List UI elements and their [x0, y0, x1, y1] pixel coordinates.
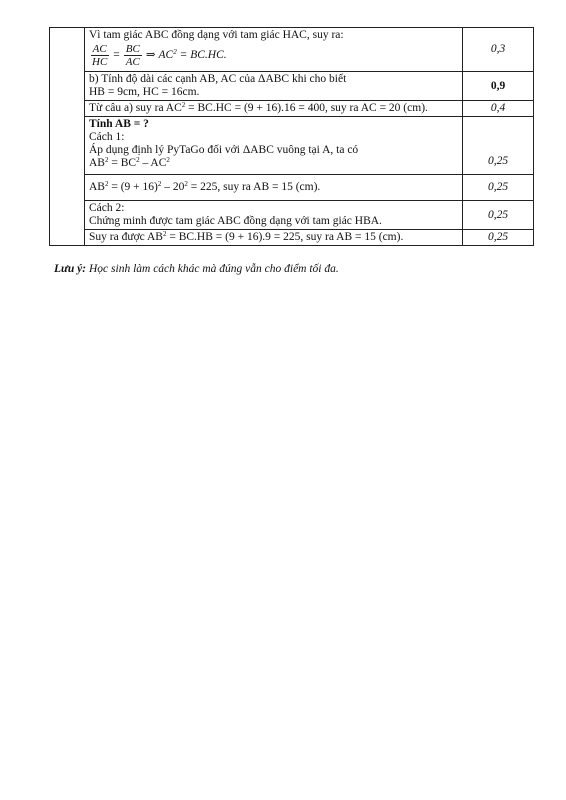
- fraction-ac-hc: [90, 43, 109, 68]
- note-label: Lưu ý:: [54, 263, 87, 275]
- score-cell: 0,9: [463, 72, 534, 101]
- solution-cell: [85, 72, 463, 101]
- text-part: = (9 + 16): [108, 181, 158, 193]
- text-part: = 225, suy ra AB = 15 (cm).: [187, 181, 321, 193]
- solution-cell: [85, 28, 463, 72]
- solution-text: Vì tam giác ABC đồng dạng với tam giác HAC, suy ra:: [89, 29, 344, 41]
- text-part: Từ câu a) suy ra AC: [89, 102, 182, 114]
- fraction-denominator: HC: [92, 56, 108, 68]
- implies-arrow: ⇒: [145, 49, 156, 61]
- superscript: 2: [104, 156, 109, 164]
- fraction-numerator: BC: [125, 43, 140, 55]
- table-row: [50, 72, 534, 101]
- question-b-text: b) Tính độ dài các cạnh AB, AC của ΔABC khi cho biết: [89, 73, 347, 85]
- score-cell: 0,25: [463, 175, 534, 201]
- text-part: = BC.HB = (9 + 16).9 = 225, suy ra AB = 15 (cm).: [166, 231, 404, 243]
- calculation-line: [89, 181, 458, 194]
- text-part: – AC: [139, 157, 167, 169]
- result-base: AC: [158, 49, 174, 61]
- table-row: [50, 230, 534, 246]
- superscript: 2: [136, 156, 140, 164]
- score-cell: 0,25: [463, 117, 534, 175]
- table-row: [50, 175, 534, 201]
- solution-cell: [85, 117, 463, 175]
- superscript: 2: [173, 48, 177, 56]
- score-cell: 0,25: [463, 201, 534, 230]
- superscript: 2: [166, 156, 170, 164]
- text-part: Suy ra được AB: [89, 231, 163, 243]
- note-text: Học sinh làm cách khác mà đúng vẫn cho điểm tối đa.: [86, 263, 339, 275]
- solution-cell: [85, 230, 463, 246]
- text-part: = BC: [108, 157, 137, 169]
- score-cell: 0,3: [463, 28, 534, 72]
- solution-text: Áp dụng định lý PyTaGo đối với ΔABC vuông tại A, ta có: [89, 144, 359, 156]
- table-row: [50, 28, 534, 72]
- solution-text: [89, 102, 458, 115]
- pythagoras-equation: [89, 157, 458, 170]
- subquestion-heading: Tính AB = ?: [89, 118, 149, 130]
- given-values: HB = 9cm, HC = 16cm.: [89, 86, 200, 98]
- text-part: AB: [89, 157, 105, 169]
- method-label: Cách 2:: [89, 202, 125, 214]
- solution-cell: [85, 101, 463, 117]
- superscript: 2: [184, 180, 188, 188]
- method-label: Cách 1:: [89, 131, 125, 143]
- fraction-numerator: AC: [92, 43, 107, 55]
- fraction-denominator: AC: [125, 56, 140, 68]
- solution-cell: [85, 175, 463, 201]
- fraction-bc-ac: [124, 43, 142, 68]
- text-part: = BC.HC = (9 + 16).16 = 400, suy ra AC = 20 (cm).: [185, 102, 428, 114]
- superscript: 2: [104, 180, 109, 188]
- solution-text: Chứng minh được tam giác ABC đồng dạng với tam giác HBA.: [89, 215, 382, 227]
- table-row: [50, 117, 534, 175]
- result-rest: = BC.HC.: [179, 49, 227, 61]
- text-part: – 20: [161, 181, 185, 193]
- text-part: AB: [89, 181, 105, 193]
- grading-sheet: [49, 27, 534, 246]
- solution-cell: [85, 201, 463, 230]
- equals-sign: =: [113, 49, 120, 61]
- superscript: 2: [157, 180, 162, 188]
- proportion-equation: [89, 42, 458, 70]
- score-cell: 0,4: [463, 101, 534, 117]
- table-row: [50, 101, 534, 117]
- grading-table: [49, 27, 534, 246]
- score-cell: 0,25: [463, 230, 534, 246]
- superscript: 2: [162, 230, 167, 238]
- result-equation: [158, 49, 226, 62]
- table-row: [50, 201, 534, 230]
- superscript: 2: [181, 101, 186, 109]
- question-column: [50, 28, 85, 246]
- footnote: [54, 263, 339, 275]
- solution-text: [89, 231, 458, 244]
